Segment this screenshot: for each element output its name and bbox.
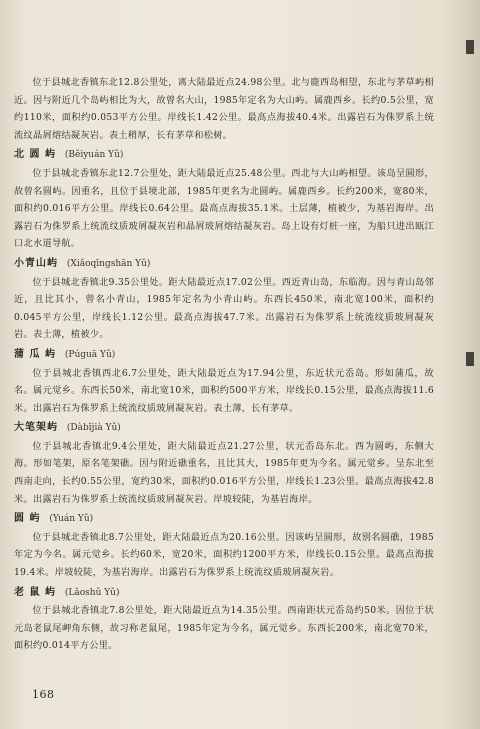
entry-pinyin: (Yuán Yǔ) [49, 514, 94, 525]
entry-pinyin: (Púguā Yǔ) [64, 349, 116, 360]
entry-pinyin: (Xiǎoqīngshān Yǔ) [66, 258, 151, 269]
entry-pinyin: (Běiyuán Yǔ) [64, 150, 124, 161]
entry-heading [14, 510, 434, 529]
entry-heading [14, 346, 434, 365]
scan-edge-mark [466, 40, 474, 54]
entry-pu-gua-yu [14, 346, 434, 417]
scan-edge-mark [466, 352, 474, 366]
entry-text: 位于县城北香镇北9.35公里处。距大陆最近点17.02公里。西近青山岛，东临海。因与青山岛邻近，且比其小，曾名小青山，1985年定名为小青山屿。东西长450米，南北宽100米，面积约0.045平方公里，岸线长1.12公里。最高点海拔47.7米。出露岩石为侏罗系上统流纹质玻屑凝灰岩。表土薄，植被少。 [14, 276, 434, 341]
entry-lao-shu-yu [14, 584, 434, 655]
entry-name: 蒲 瓜 屿 [14, 348, 56, 360]
entry-name: 老 鼠 屿 [14, 586, 56, 598]
entry-text: 位于县城北香镇北9.4公里处，距大陆最近点21.27公里，状元岙岛东北。西为圆屿，东侧大海。形如笔架，原名笔架礁。因与附近礁重名，且比其大，1985年更为今名。属元觉乡。呈东北至西南走向，长约0.55公里，宽约30米，面积约0.016平方公里，岸线长1.23公里。最高点海拔42.8米。出露岩石为侏罗系上统流纹质玻屑凝灰岩。岸坡较陡，为基岩海岸。 [14, 440, 434, 505]
entry-name: 北 圆 屿 [14, 149, 56, 161]
entry-heading [14, 419, 434, 438]
entry-pinyin: (Dàbǐjià Yǔ) [66, 423, 121, 434]
entry-text: 位于县城北香镇北7.8公里处，距大陆最近点为14.35公里。西南距状元岙岛约50米。因位于状元岛老鼠尾岬角东侧，故习称老鼠尾，1985年定为今名，属元觉乡。东西长200米，南北宽70米，面积约0.014平方公里。 [14, 605, 434, 652]
page-number: 168 [32, 688, 55, 701]
entry-pinyin: (Lǎoshǔ Yǔ) [64, 587, 120, 598]
entry-name: 大笔架屿 [14, 422, 58, 434]
entry-heading [14, 584, 434, 603]
entry-text: 位于县城北香镇北8.7公里处，距大陆最近点为20.16公里。因该屿呈圆形，故别名圆礁，1985年定为今名。属元觉乡。长约60米，宽20米，面积约1200平方米，岸线长0.15公里。最高点海拔19.4米。岸坡较陡，为基岩海岸。出露岩石为侏罗系上统流纹质玻屑凝灰岩。 [14, 531, 434, 579]
entry-name: 小青山屿 [14, 257, 58, 269]
entry-da-bijia-yu [14, 419, 434, 508]
page-content [14, 74, 434, 655]
entry-text: 位于县城北香镇东北12.7公里处，距大陆最近点25.48公里。西北与大山屿相望。该岛呈圆形，故曾名圆屿。因重名，且位于县境北部，1985年更名为北圆屿。属鹿西乡。长约200米，宽80米，面积约0.016平方公里。岸线长0.64公里。最高点海拔35.1米。土层薄，植被少，为基岩海岸。出露岩石为侏罗系上统流纹质玻屑凝灰岩和晶屑玻屑熔结凝灰岩。岛上设有灯桩一座，为船只进出瓯江口北水道导航。 [14, 167, 434, 250]
entry-xiao-qingshan-yu [14, 255, 434, 344]
intro-paragraph: 位于县城北香镇东北12.8公里处，离大陆最近点24.98公里。北与鹿西岛相望，东北与茅草屿相近。因与附近几个岛屿相比为大，故曾名大山，1985年定名为大山屿。属鹿西乡。长约0.5公里，宽约110米，面积约0.053平方公里。岸线长1.42公里。最高点海拔40.4米。出露岩石为侏罗系上统流纹晶屑熔结凝灰岩。表土稍厚，长有茅草和松树。 [14, 77, 434, 141]
entry-bei-yuan-yu [14, 146, 434, 253]
entry-name: 圆 屿 [14, 513, 41, 525]
entry-yuan-yu [14, 510, 434, 581]
entry-heading [14, 146, 434, 165]
entry-heading [14, 255, 434, 274]
entry-text: 位于县城北香镇西北6.7公里处，距大陆最近点为17.94公里，东近状元岙岛。形如蒲瓜，故名。属元觉乡。东西长50米，南北宽10米，面积约500平方米，岸线长0.15公里，最高点海拔11.6米。出露岩石为侏罗系上统流纹质玻屑凝灰岩。表土薄，长有茅草。 [14, 367, 434, 414]
